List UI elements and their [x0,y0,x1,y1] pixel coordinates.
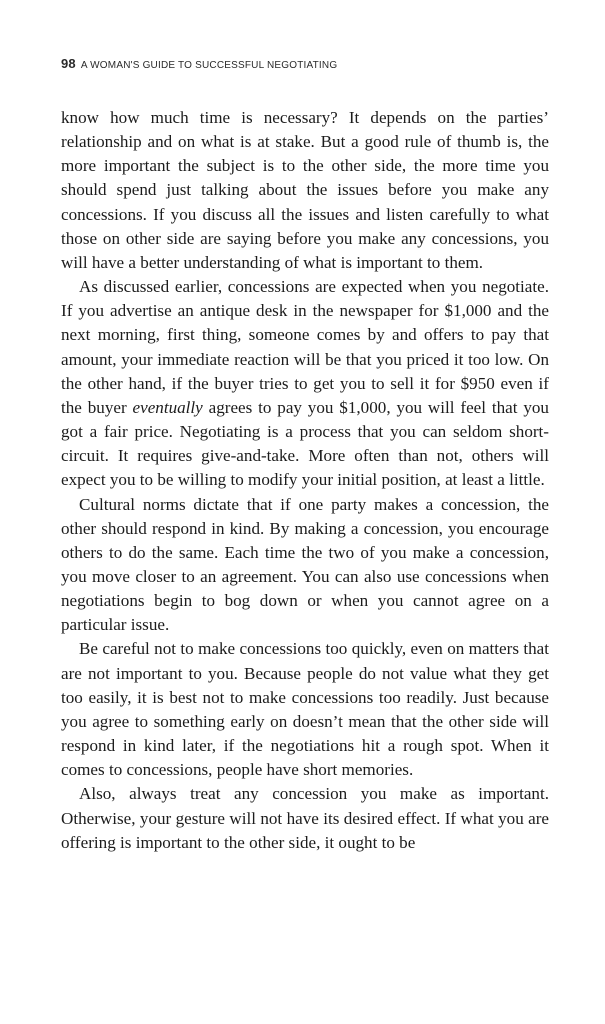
paragraph-continued: know how much time is necessary? It depends on the parties’ relationship and on what is at stake. But a good rule of thumb is, the more important the subject is to the other side, the more time you should spend just talking about the issues before you make any concessions. If you discuss all the issues and listen carefully to what those on other side are saying before you make any concessions, you will have a better understanding of what is important to them. [61,108,549,272]
paragraph-text-part: agrees to pay you $1,000, you will feel that you got a fair price. Negotiating is a process that you can seldom short-circuit. It requires give-and-take. More often than not, others will expect you to be willing to modify your initial position, at least a little. [61,397,549,490]
running-head [61,56,337,71]
body-text [61,106,549,855]
page-number: 98 [61,56,76,71]
book-title: A WOMAN'S GUIDE TO SUCCESSFUL NEGOTIATING [80,60,338,71]
paragraph-cultural-norms: Cultural norms dictate that if one party makes a concession, the other should respond in kind. By making a concession, you encourage others to do the same. Each time the two of you make a concession, you move closer to an agreement. You can also use concessions when negotiations begin to bog down or when you cannot agree on a particular issue. [61,494,549,635]
paragraph-text-part: As discussed earlier, concessions are expected when you negotiate. If you advertise an antique desk in the newspaper for $1,000 and the next morning, first thing, someone comes by and offers to pay that amount, your immediate reaction will be that you priced it too low. On the other hand, if the buyer tries to get you to sell it for $950 even if the buyer [61,277,549,417]
paragraph-treat-as-important: Also, always treat any concession you make as important. Otherwise, your gesture will not have its desired effect. If what you are offering is important to the other side, it ought to be [61,784,549,852]
emphasis-eventually: eventually [132,397,203,417]
paragraph-be-careful: Be careful not to make concessions too quickly, even on matters that are not important to you. Because people do not value what they get too easily, it is best not to make concessions too readily. Just because you agree to something early on doesn’t mean that the other side will respond in kind later, if the negotiations hit a rough spot. When it comes to concessions, people have short memories. [61,639,549,780]
paragraph-concessions-expected [61,275,549,492]
